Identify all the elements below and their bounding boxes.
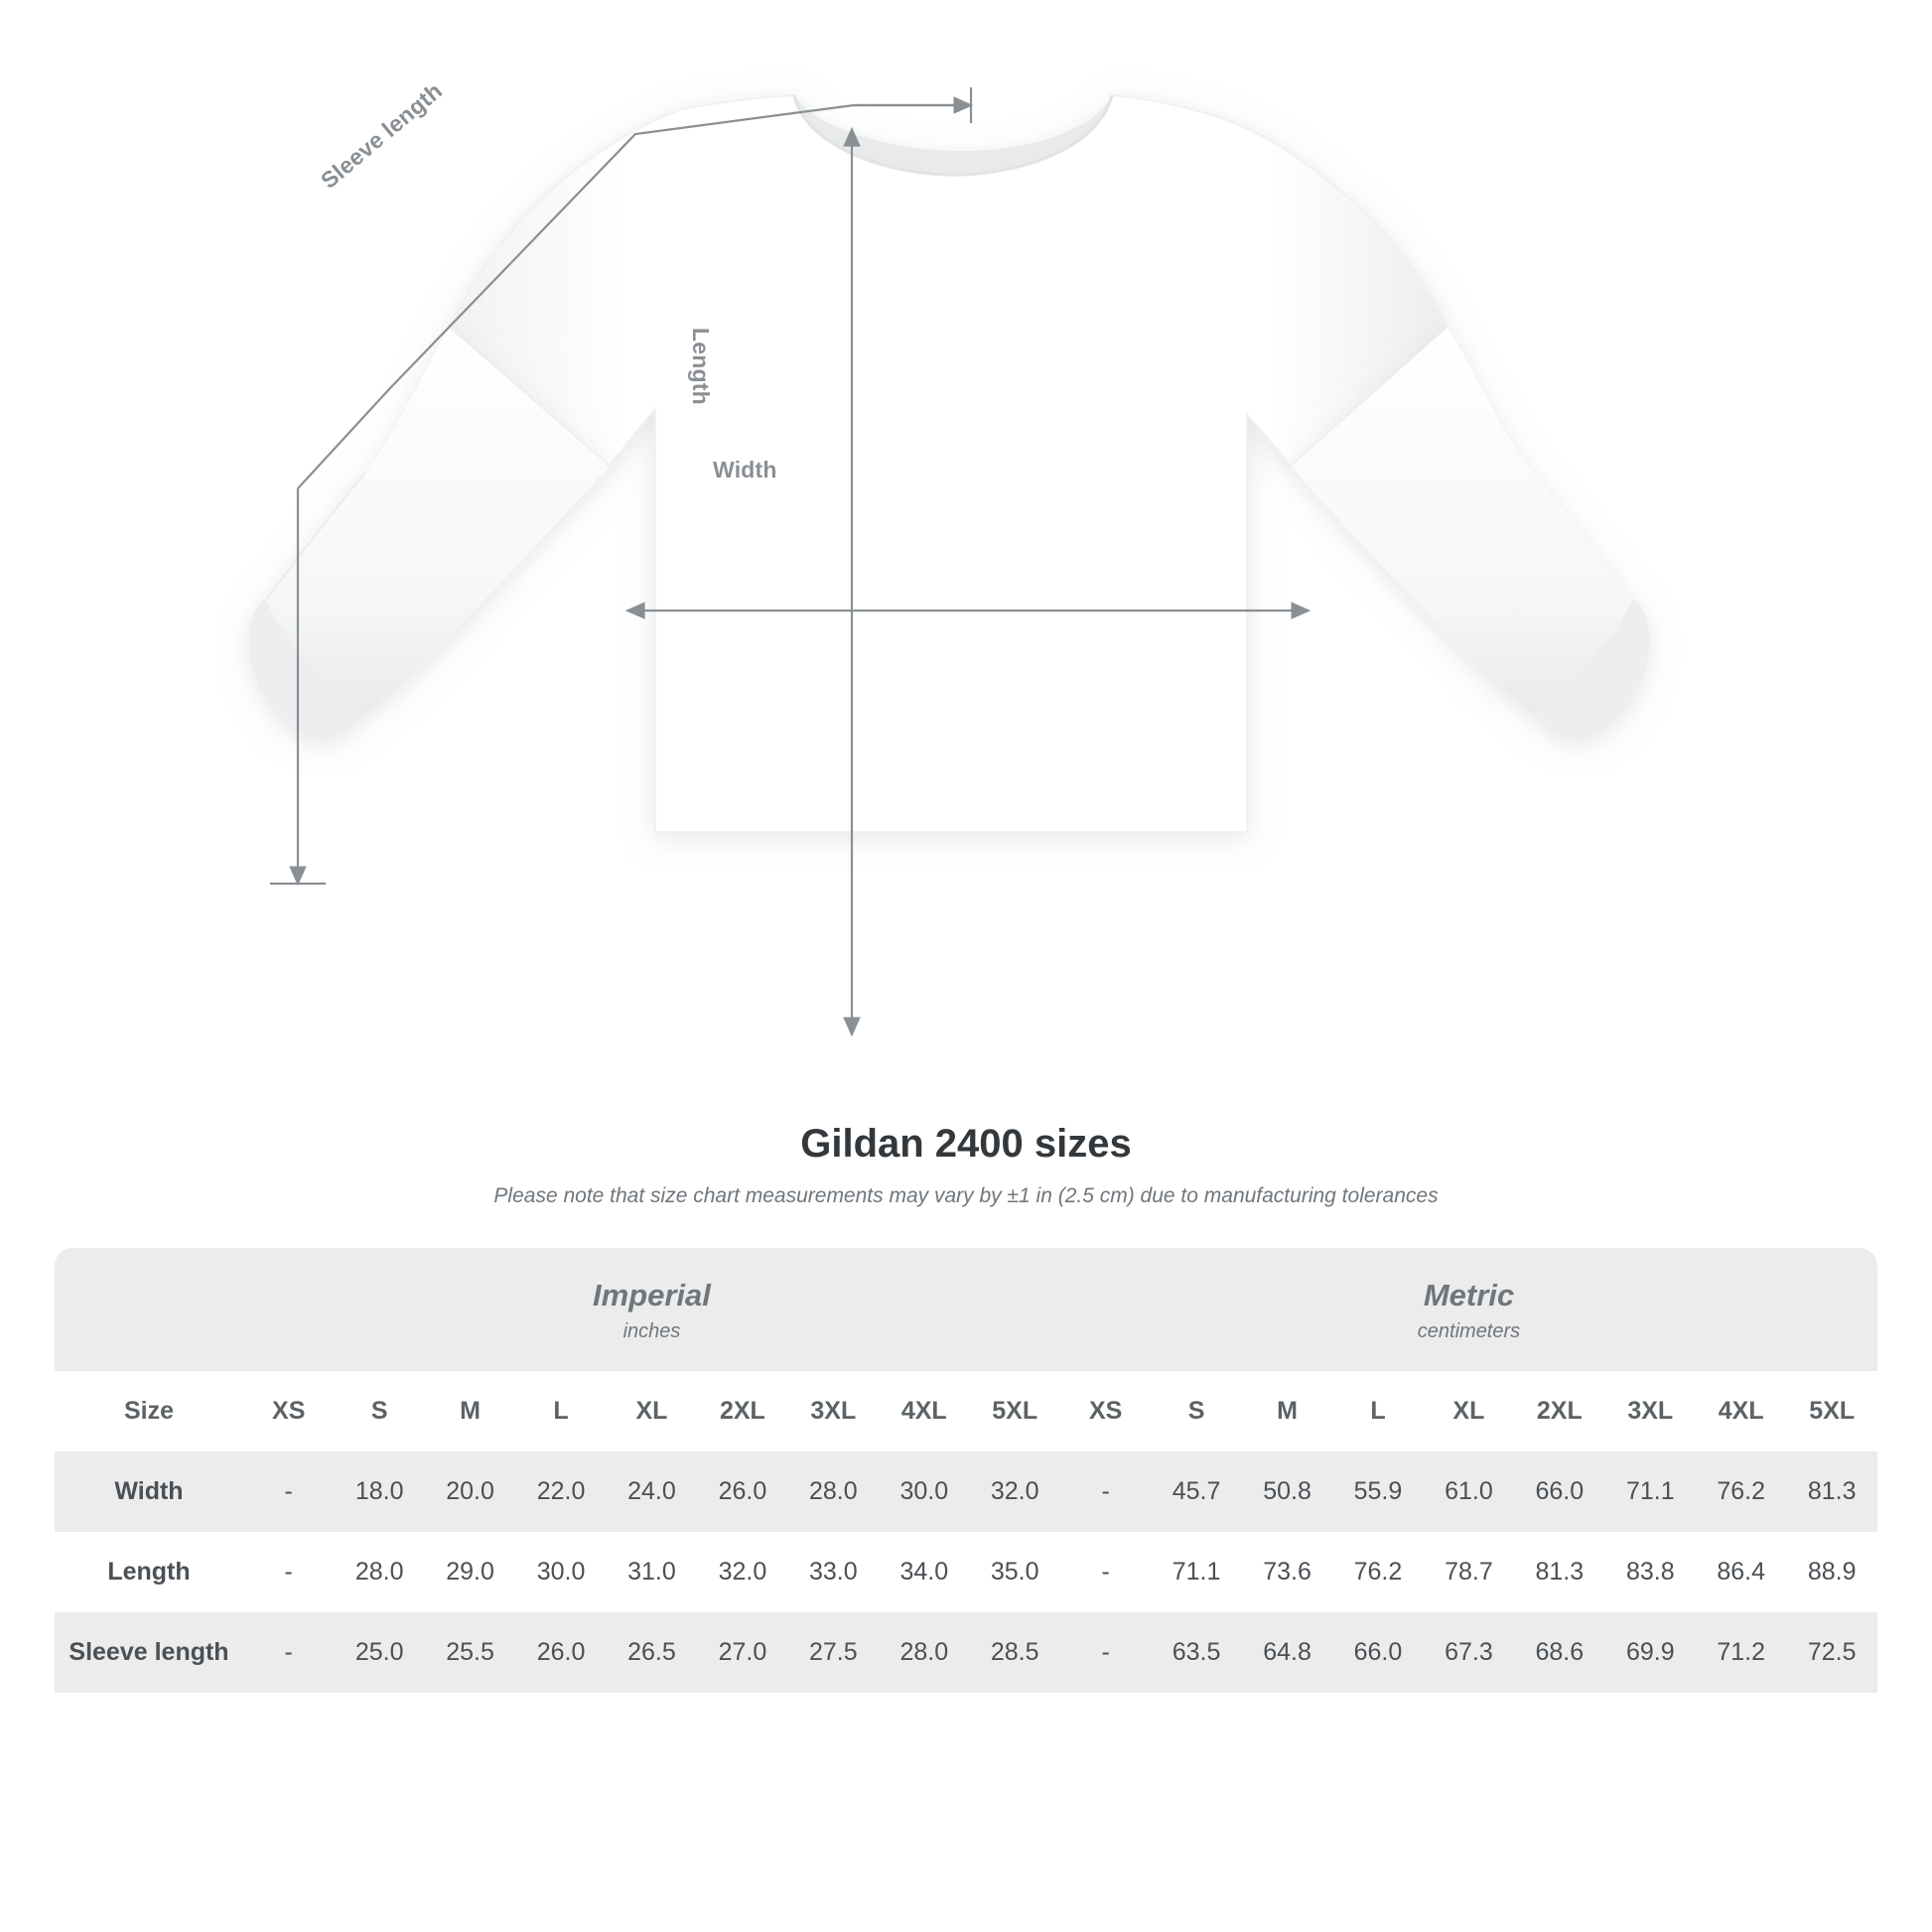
- length-2: 29.0: [425, 1532, 515, 1612]
- length-4: 31.0: [607, 1532, 697, 1612]
- width-11: 50.8: [1242, 1451, 1332, 1532]
- sleeve-6: 27.5: [788, 1612, 879, 1693]
- tolerance-note: Please note that size chart measurements may vary by ±1 in (2.5 cm) due to manufacturing tolerances: [493, 1184, 1439, 1207]
- size-table: [55, 1248, 1877, 1693]
- unit-header-row: [55, 1248, 1877, 1371]
- sleeve-10: 63.5: [1151, 1612, 1241, 1693]
- table-row: [55, 1451, 1877, 1532]
- width-2: 20.0: [425, 1451, 515, 1532]
- length-7: 34.0: [879, 1532, 969, 1612]
- table-row: [55, 1612, 1877, 1693]
- sleeve-12: 66.0: [1332, 1612, 1423, 1693]
- table-row: [55, 1532, 1877, 1612]
- unit-header-spacer: [55, 1248, 243, 1371]
- size-col-8: 5XL: [970, 1371, 1060, 1451]
- size-col-7: 4XL: [879, 1371, 969, 1451]
- sleeve-2: 25.5: [425, 1612, 515, 1693]
- width-label: Width: [713, 457, 777, 483]
- width-1: 18.0: [334, 1451, 424, 1532]
- row-label-length: Length: [55, 1532, 243, 1612]
- size-col-12: L: [1332, 1371, 1423, 1451]
- size-col-13: XL: [1424, 1371, 1514, 1451]
- row-label-sleeve-length: Sleeve length: [55, 1612, 243, 1693]
- size-col-9: XS: [1060, 1371, 1151, 1451]
- unit-name-imperial: Imperial: [593, 1278, 711, 1312]
- size-col-6: 3XL: [788, 1371, 879, 1451]
- size-col-17: 5XL: [1786, 1371, 1877, 1451]
- size-header-label: Size: [55, 1371, 243, 1451]
- width-4: 24.0: [607, 1451, 697, 1532]
- width-6: 28.0: [788, 1451, 879, 1532]
- length-8: 35.0: [970, 1532, 1060, 1612]
- length-12: 76.2: [1332, 1532, 1423, 1612]
- size-header-row: [55, 1371, 1877, 1451]
- sleeve-11: 64.8: [1242, 1612, 1332, 1693]
- length-0: -: [243, 1532, 334, 1612]
- length-9: -: [1060, 1532, 1151, 1612]
- title-block: [0, 1122, 1932, 1208]
- length-10: 71.1: [1151, 1532, 1241, 1612]
- size-col-2: M: [425, 1371, 515, 1451]
- length-label: Length: [688, 328, 714, 405]
- sleeve-5: 27.0: [697, 1612, 787, 1693]
- width-12: 55.9: [1332, 1451, 1423, 1532]
- size-col-0: XS: [243, 1371, 334, 1451]
- sleeve-3: 26.0: [515, 1612, 606, 1693]
- sleeve-0: -: [243, 1612, 334, 1693]
- unit-sub-imperial: inches: [622, 1320, 681, 1343]
- size-col-14: 2XL: [1514, 1371, 1604, 1451]
- length-14: 81.3: [1514, 1532, 1604, 1612]
- size-col-11: M: [1242, 1371, 1332, 1451]
- sleeve-9: -: [1060, 1612, 1151, 1693]
- sleeve-4: 26.5: [607, 1612, 697, 1693]
- width-7: 30.0: [879, 1451, 969, 1532]
- sleeve-16: 71.2: [1696, 1612, 1786, 1693]
- unit-header-metric: [1060, 1248, 1877, 1371]
- size-col-4: XL: [607, 1371, 697, 1451]
- length-16: 86.4: [1696, 1532, 1786, 1612]
- width-5: 26.0: [697, 1451, 787, 1532]
- sleeve-13: 67.3: [1424, 1612, 1514, 1693]
- sleeve-15: 69.9: [1605, 1612, 1696, 1693]
- width-3: 22.0: [515, 1451, 606, 1532]
- sleeve-1: 25.0: [334, 1612, 424, 1693]
- sleeve-17: 72.5: [1786, 1612, 1877, 1693]
- page-title: Gildan 2400 sizes: [800, 1122, 1132, 1166]
- length-1: 28.0: [334, 1532, 424, 1612]
- width-10: 45.7: [1151, 1451, 1241, 1532]
- length-5: 32.0: [697, 1532, 787, 1612]
- width-16: 76.2: [1696, 1451, 1786, 1532]
- sleeve-14: 68.6: [1514, 1612, 1604, 1693]
- width-15: 71.1: [1605, 1451, 1696, 1532]
- unit-name-metric: Metric: [1423, 1278, 1515, 1312]
- width-13: 61.0: [1424, 1451, 1514, 1532]
- unit-sub-metric: centimeters: [1417, 1320, 1521, 1343]
- sleeve-8: 28.5: [970, 1612, 1060, 1693]
- width-14: 66.0: [1514, 1451, 1604, 1532]
- length-6: 33.0: [788, 1532, 879, 1612]
- length-3: 30.0: [515, 1532, 606, 1612]
- size-col-15: 3XL: [1605, 1371, 1696, 1451]
- size-col-3: L: [515, 1371, 606, 1451]
- unit-header-imperial: [243, 1248, 1060, 1371]
- length-13: 78.7: [1424, 1532, 1514, 1612]
- length-11: 73.6: [1242, 1532, 1332, 1612]
- sleeve-length-label: Sleeve length: [316, 77, 448, 194]
- size-col-16: 4XL: [1696, 1371, 1786, 1451]
- width-0: -: [243, 1451, 334, 1532]
- sleeve-7: 28.0: [879, 1612, 969, 1693]
- length-17: 88.9: [1786, 1532, 1877, 1612]
- row-label-width: Width: [55, 1451, 243, 1532]
- size-col-1: S: [334, 1371, 424, 1451]
- size-col-5: 2XL: [697, 1371, 787, 1451]
- width-17: 81.3: [1786, 1451, 1877, 1532]
- size-table-wrapper: [55, 1248, 1877, 1693]
- width-8: 32.0: [970, 1451, 1060, 1532]
- length-15: 83.8: [1605, 1532, 1696, 1612]
- width-9: -: [1060, 1451, 1151, 1532]
- size-col-10: S: [1151, 1371, 1241, 1451]
